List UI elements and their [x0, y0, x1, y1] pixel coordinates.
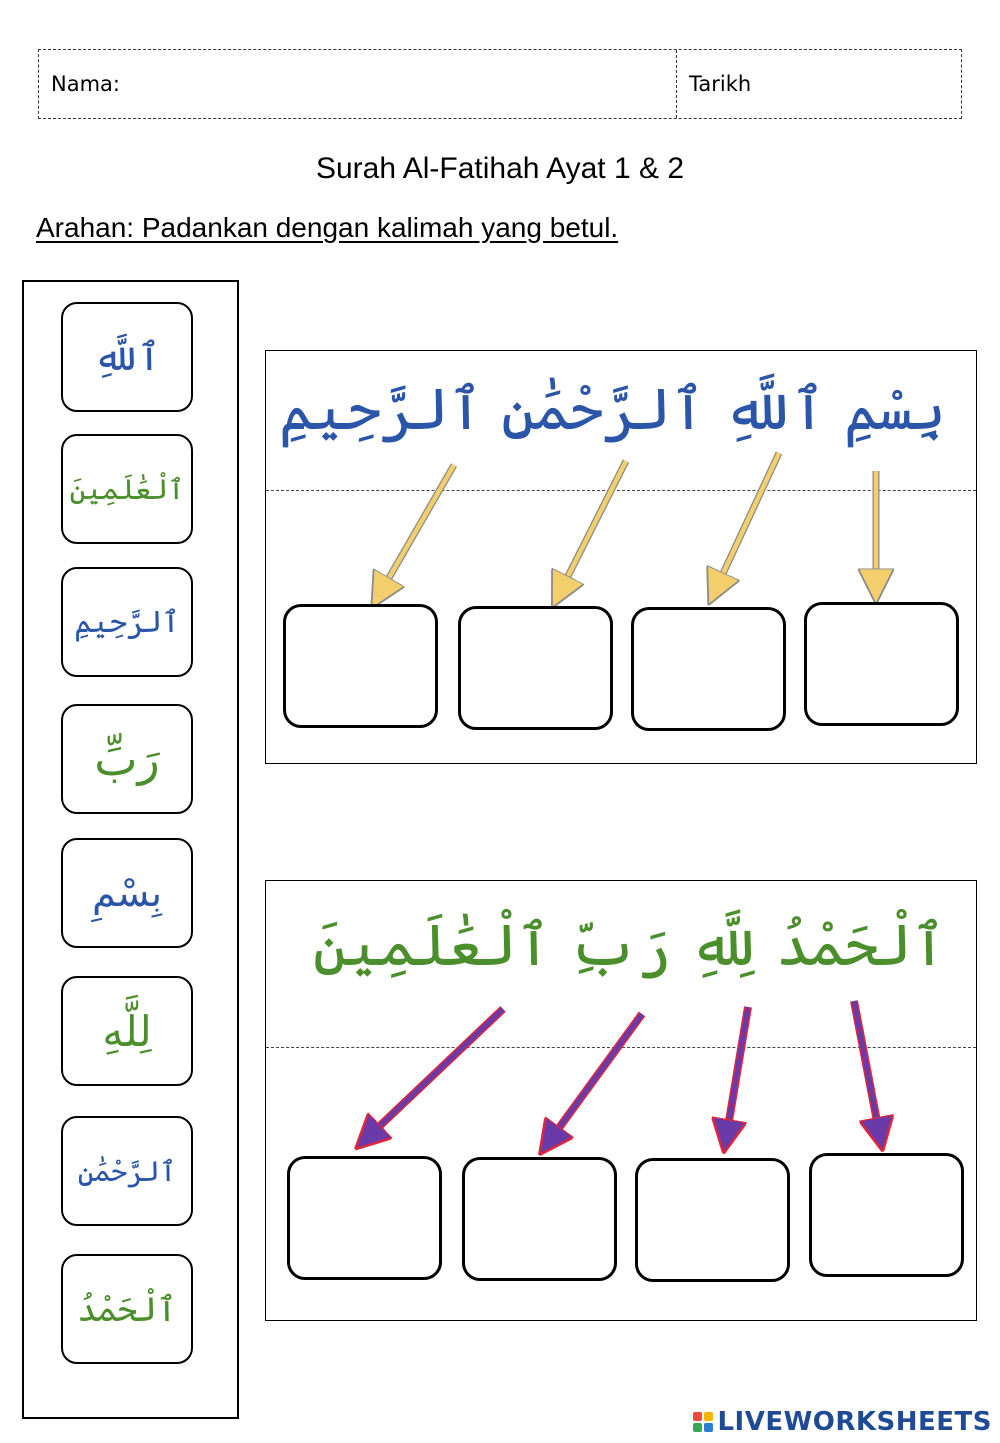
word-card-rahman[interactable]	[61, 1116, 193, 1226]
worksheet-title: Surah Al-Fatihah Ayat 1 & 2	[315, 152, 684, 185]
word-card-rahim[interactable]	[61, 567, 193, 677]
answer-box-ayat1-2[interactable]	[458, 606, 613, 730]
name-label: Nama:	[51, 72, 120, 96]
student-info-box	[38, 49, 962, 119]
word-card-text: رَبِّ	[94, 732, 160, 786]
word-bank	[22, 280, 239, 1419]
answer-box-ayat1-4[interactable]	[804, 602, 959, 726]
word-card-alhamdu[interactable]	[61, 1254, 193, 1364]
instruction-text: Arahan: Padankan dengan kalimah yang betul.	[36, 212, 619, 243]
answer-box-ayat2-2[interactable]	[462, 1157, 617, 1281]
word-card-rabbi[interactable]	[61, 704, 193, 814]
answer-box-ayat2-3[interactable]	[635, 1158, 790, 1282]
date-field[interactable]	[677, 50, 961, 118]
answer-box-ayat1-3[interactable]	[631, 607, 786, 731]
logo-mark-icon	[693, 1412, 713, 1432]
word-card-text: ٱلرَّحِيمِ	[74, 604, 180, 640]
ayat-1-verse: بِسْمِ ٱللَّهِ ٱلرَّحْمَٰنِ ٱلرَّحِيمِ	[278, 375, 946, 443]
ayat-1-panel	[265, 350, 977, 764]
date-label: Tarikh	[689, 72, 752, 96]
word-card-text: لِلَّهِ	[102, 1006, 152, 1056]
word-card-text: ٱلْحَمْدُ	[77, 1289, 177, 1330]
ayat-2-panel	[265, 880, 977, 1321]
word-card-text: ٱللَّهِ	[93, 335, 161, 379]
ayat-2-verse: ٱلْحَمْدُ لِلَّهِ رَبِّ ٱلْعَٰلَمِينَ	[312, 911, 946, 979]
answer-box-ayat2-1[interactable]	[287, 1156, 442, 1280]
word-card-bismi[interactable]	[61, 838, 193, 948]
word-card-text: ٱلرَّحْمَٰنِ	[77, 1154, 177, 1188]
answer-box-ayat2-4[interactable]	[809, 1153, 964, 1277]
word-card-allahi[interactable]	[61, 302, 193, 412]
answer-box-ayat1-1[interactable]	[283, 604, 438, 728]
name-field[interactable]	[39, 50, 677, 118]
word-card-text: ٱلْعَٰلَمِينَ	[69, 472, 185, 506]
word-card-alamin[interactable]	[61, 434, 193, 544]
word-card-text: بِسْمِ	[92, 871, 162, 915]
liveworksheets-logo	[693, 1407, 992, 1437]
word-card-lillahi[interactable]	[61, 976, 193, 1086]
logo-text: LIVEWORKSHEETS	[717, 1407, 992, 1437]
